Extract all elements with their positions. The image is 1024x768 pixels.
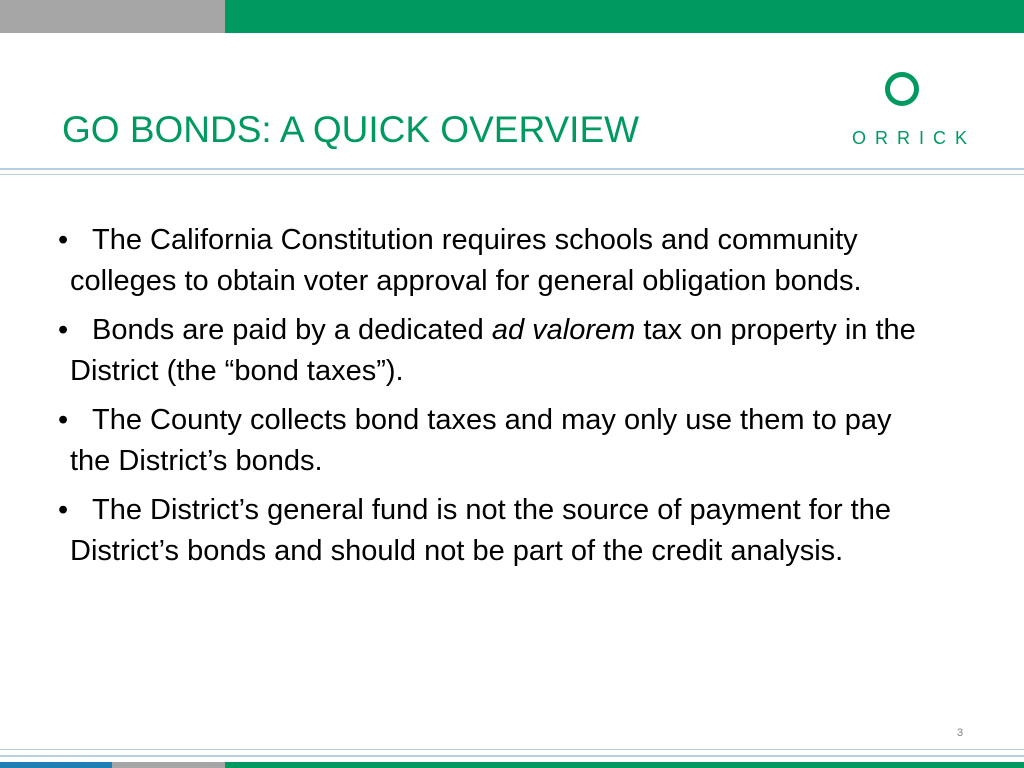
bullet-point-icon: •	[58, 494, 69, 526]
bullet-text: The California Constitution requires schools and community colleges to obtain voter approval for general obligation bonds.	[70, 224, 862, 297]
footer-divider-thin-line	[0, 749, 1024, 750]
page-number: 3	[956, 727, 964, 739]
bullet-item	[58, 310, 938, 392]
bottom-bar-gray-segment	[112, 762, 225, 768]
bullet-point-icon: •	[58, 224, 69, 256]
logo-ring-icon	[885, 72, 919, 106]
slide-title: GO BONDS: A QUICK OVERVIEW	[62, 109, 640, 150]
bullet-text: Bonds are paid by a dedicated	[92, 314, 492, 346]
bottom-bar-blue-segment	[0, 762, 112, 768]
bullet-italic-text: ad valorem	[491, 314, 636, 346]
bullet-item	[58, 490, 938, 572]
bullet-text-continued: tax on property in the District (the “bond taxes”).	[70, 314, 916, 387]
header-divider-thin-line	[0, 174, 1024, 175]
bullet-point-icon: •	[58, 314, 69, 346]
bottom-color-bar	[0, 762, 1024, 768]
top-bar-gray-segment	[0, 0, 225, 33]
bullet-item	[58, 400, 938, 482]
bottom-bar-green-segment	[225, 762, 1024, 768]
top-color-bar	[0, 0, 1024, 33]
logo-wordmark: ORRICK	[852, 128, 977, 148]
header-divider-line	[0, 168, 1024, 170]
top-bar-green-segment	[225, 0, 1024, 33]
bullet-item	[58, 220, 938, 302]
orrick-logo	[846, 72, 977, 152]
bullet-text: The County collects bond taxes and may only use them to pay the District’s bonds.	[70, 404, 892, 477]
bullet-text: The District’s general fund is not the source of payment for the District’s bonds and should not be part of the credit analysis.	[70, 494, 891, 567]
bullet-list	[58, 220, 938, 580]
bullet-point-icon: •	[58, 404, 69, 436]
footer-divider-line	[0, 755, 1024, 757]
